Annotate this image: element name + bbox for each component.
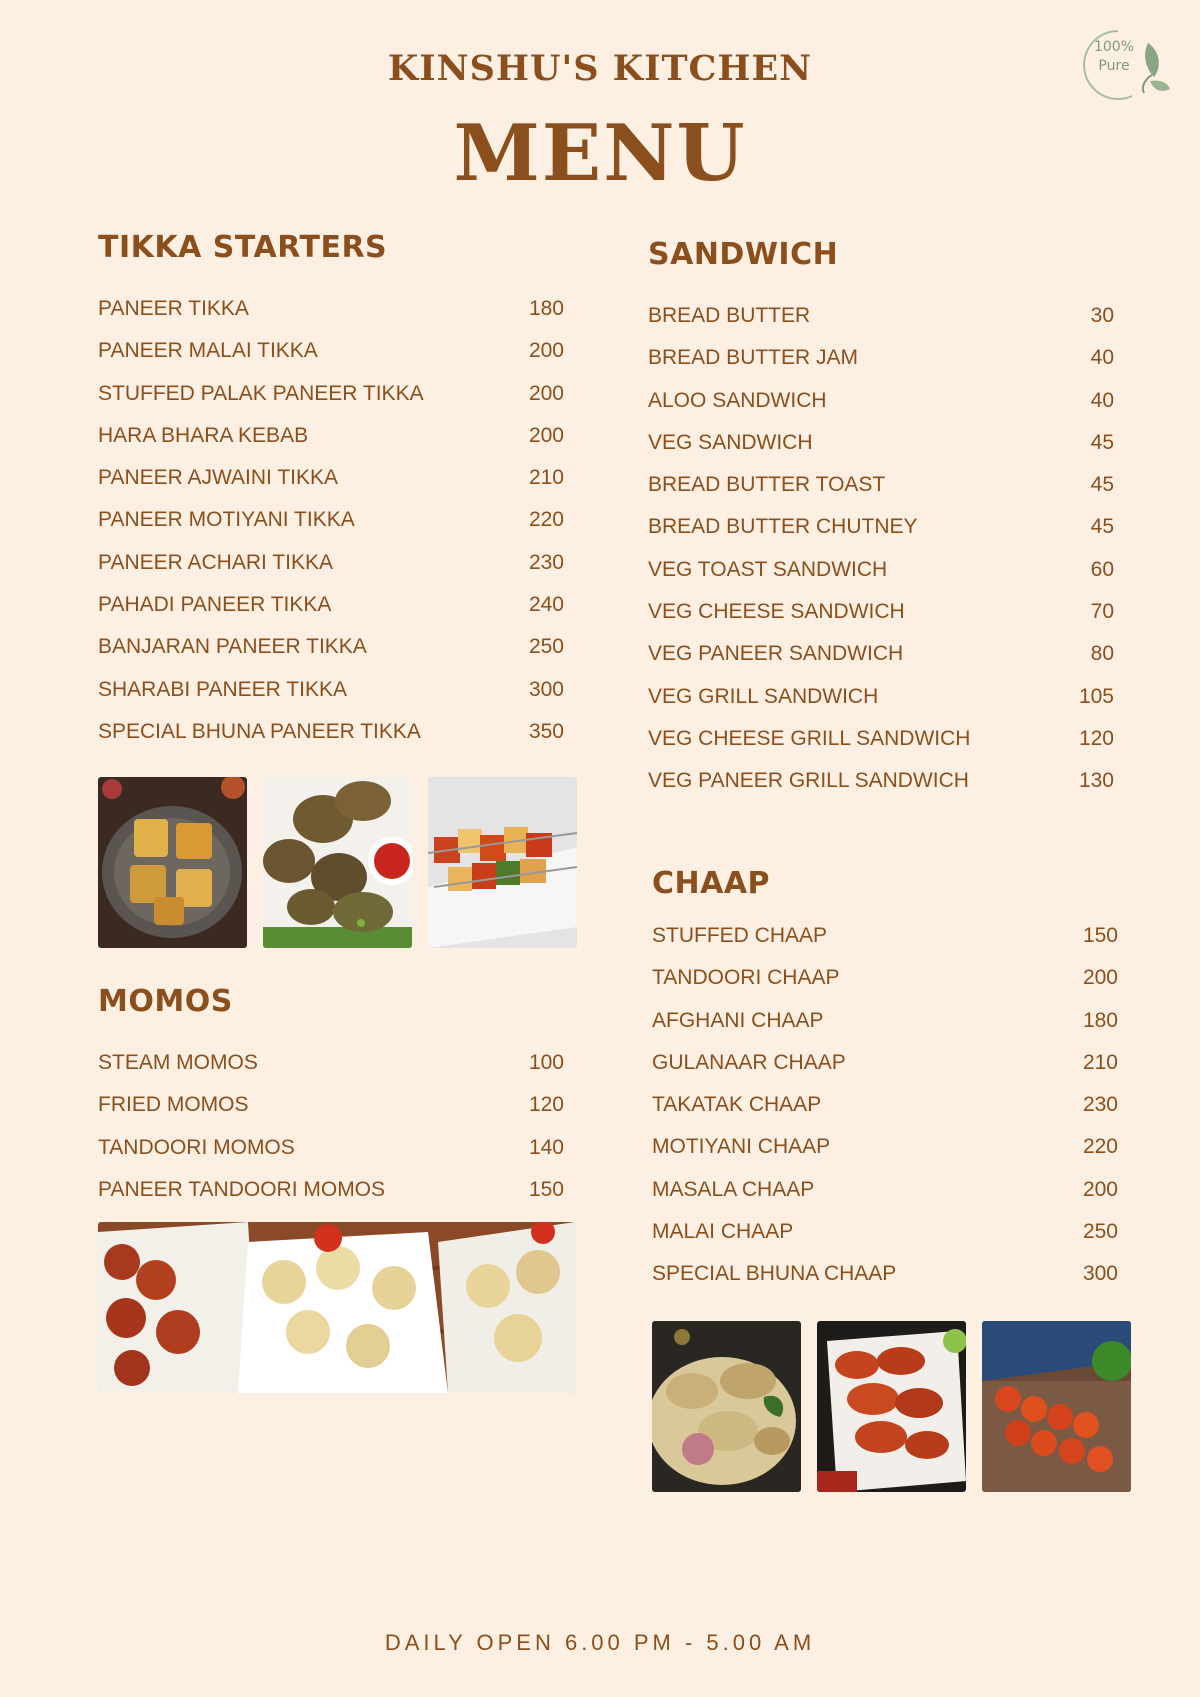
item-name: TAKATAK CHAAP [652,1093,822,1117]
item-price: 100 [528,1051,564,1074]
item-price: 30 [1090,304,1114,327]
list-item [648,633,1114,675]
item-name: SHARABI PANEER TIKKA [98,677,347,701]
item-name: BREAD BUTTER TOAST [648,473,886,497]
list-item [98,1169,564,1211]
list-item [98,669,564,711]
item-price: 45 [1090,430,1114,454]
item-price: 350 [528,719,564,743]
list-item [98,1042,564,1084]
item-name: VEG TOAST SANDWICH [648,557,888,581]
item-name: VEG PANEER GRILL SANDWICH [648,769,969,793]
list-item [98,415,564,457]
item-name: PANEER ACHARI TIKKA [98,550,333,574]
item-name: AFGHANI CHAAP [652,1008,824,1032]
item-name: TANDOORI CHAAP [652,966,840,990]
item-name: PANEER TIKKA [98,297,249,320]
list-item [648,295,1114,337]
item-price: 200 [1082,1177,1118,1201]
item-price: 150 [528,1177,564,1201]
item-name: GULANAAR CHAAP [652,1050,846,1074]
list-item [652,1253,1118,1295]
item-name: SPECIAL BHUNA PANEER TIKKA [98,719,421,743]
item-price: 200 [1082,966,1118,990]
item-name: MALAI CHAAP [652,1220,794,1244]
list-item [648,337,1114,379]
item-price: 200 [528,381,564,405]
section-title-tikka: TIKKA STARTERS [98,230,388,265]
badge-text-bottom: Pure [1098,58,1130,74]
item-name: SPECIAL BHUNA CHAAP [652,1262,897,1286]
item-price: 105 [1078,684,1114,708]
item-name: VEG SANDWICH [648,430,813,454]
list-item [652,957,1118,999]
item-price: 250 [1082,1220,1118,1244]
item-name: TANDOORI MOMOS [98,1135,295,1159]
item-name: PANEER MOTIYANI TIKKA [98,508,355,532]
item-name: MASALA CHAAP [652,1177,815,1201]
list-item [98,499,564,541]
item-price: 80 [1090,642,1114,666]
item-price: 120 [528,1093,564,1117]
list-item [648,422,1114,464]
item-name: VEG PANEER SANDWICH [648,642,904,666]
item-price: 230 [528,550,564,574]
paneer-tikka-photo [98,777,247,948]
pure-badge [1078,27,1170,101]
list-item [648,380,1114,422]
item-price: 210 [528,466,564,490]
section-title-sandwich: SANDWICH [648,237,839,272]
tikka-photo-row [98,777,577,948]
list-item [648,718,1114,760]
item-price: 180 [528,297,564,320]
chaap-photo-row [652,1321,1131,1492]
list-item [98,1084,564,1126]
item-price: 180 [1082,1008,1118,1032]
item-name: MOTIYANI CHAAP [652,1135,831,1159]
item-price: 40 [1090,346,1114,370]
item-price: 220 [528,508,564,532]
paneer-skewer-photo [428,777,577,948]
list-item [652,915,1118,957]
list-item [648,591,1114,633]
list-item [98,288,564,330]
hara-bhara-kebab-photo [263,777,412,948]
list-item [98,457,564,499]
item-price: 40 [1090,388,1114,412]
list-item [652,1000,1118,1042]
opening-hours: DAILY OPEN 6.00 PM - 5.00 AM [384,1630,816,1655]
list-item [98,542,564,584]
item-price: 200 [528,423,564,447]
list-item [652,1211,1118,1253]
list-item [648,760,1114,802]
chaap-item-list [652,915,1118,1296]
restaurant-name: KINSHU'S KITCHEN [387,48,813,89]
item-name: BANJARAN PANEER TIKKA [98,635,367,659]
item-price: 300 [1082,1262,1118,1286]
list-item [98,584,564,626]
stuffed-chaap-photo [982,1321,1131,1492]
list-item [648,506,1114,548]
item-price: 300 [528,677,564,701]
item-name: PANEER MALAI TIKKA [98,339,318,363]
list-item [648,549,1114,591]
item-name: STUFFED CHAAP [652,924,828,947]
section-title-momos: MOMOS [98,984,233,1019]
list-item [652,1126,1118,1168]
item-name: ALOO SANDWICH [648,388,827,412]
list-item [98,330,564,372]
item-price: 250 [528,635,564,659]
malai-chaap-photo [652,1321,801,1492]
item-price: 210 [1082,1050,1118,1074]
item-name: PANEER TANDOORI MOMOS [98,1177,386,1201]
list-item [652,1084,1118,1126]
item-name: HARA BHARA KEBAB [98,423,309,447]
item-price: 120 [1078,726,1114,750]
menu-title: MENU [453,108,747,199]
momos-item-list [98,1042,564,1211]
item-price: 45 [1090,473,1114,497]
item-name: FRIED MOMOS [98,1093,249,1117]
item-name: BREAD BUTTER JAM [648,346,859,370]
item-price: 60 [1090,557,1114,581]
section-title-chaap: CHAAP [652,866,771,901]
tandoori-chaap-photo [817,1321,966,1492]
item-price: 70 [1090,600,1114,624]
item-price: 130 [1078,769,1114,793]
list-item [98,711,564,753]
list-item [98,373,564,415]
item-price: 200 [528,339,564,363]
list-item [648,676,1114,718]
item-name: STEAM MOMOS [98,1051,258,1074]
item-name: PAHADI PANEER TIKKA [98,593,332,617]
item-name: VEG CHEESE SANDWICH [648,600,905,624]
sandwich-item-list [648,295,1114,803]
badge-text-top: 100% [1093,39,1135,55]
item-price: 240 [528,593,564,617]
item-price: 230 [1082,1093,1118,1117]
tikka-item-list [98,288,564,753]
list-item [652,1042,1118,1084]
item-price: 140 [528,1135,564,1159]
list-item [648,464,1114,506]
item-name: VEG CHEESE GRILL SANDWICH [648,726,971,750]
item-name: BREAD BUTTER [648,304,811,327]
item-name: STUFFED PALAK PANEER TIKKA [98,381,424,405]
item-name: BREAD BUTTER CHUTNEY [648,515,918,539]
item-price: 150 [1082,924,1118,947]
item-name: VEG GRILL SANDWICH [648,684,879,708]
item-name: PANEER AJWAINI TIKKA [98,466,339,490]
list-item [652,1169,1118,1211]
item-price: 220 [1082,1135,1118,1159]
list-item [98,626,564,668]
item-price: 45 [1090,515,1114,539]
list-item [98,1127,564,1169]
momos-photo [98,1222,575,1393]
